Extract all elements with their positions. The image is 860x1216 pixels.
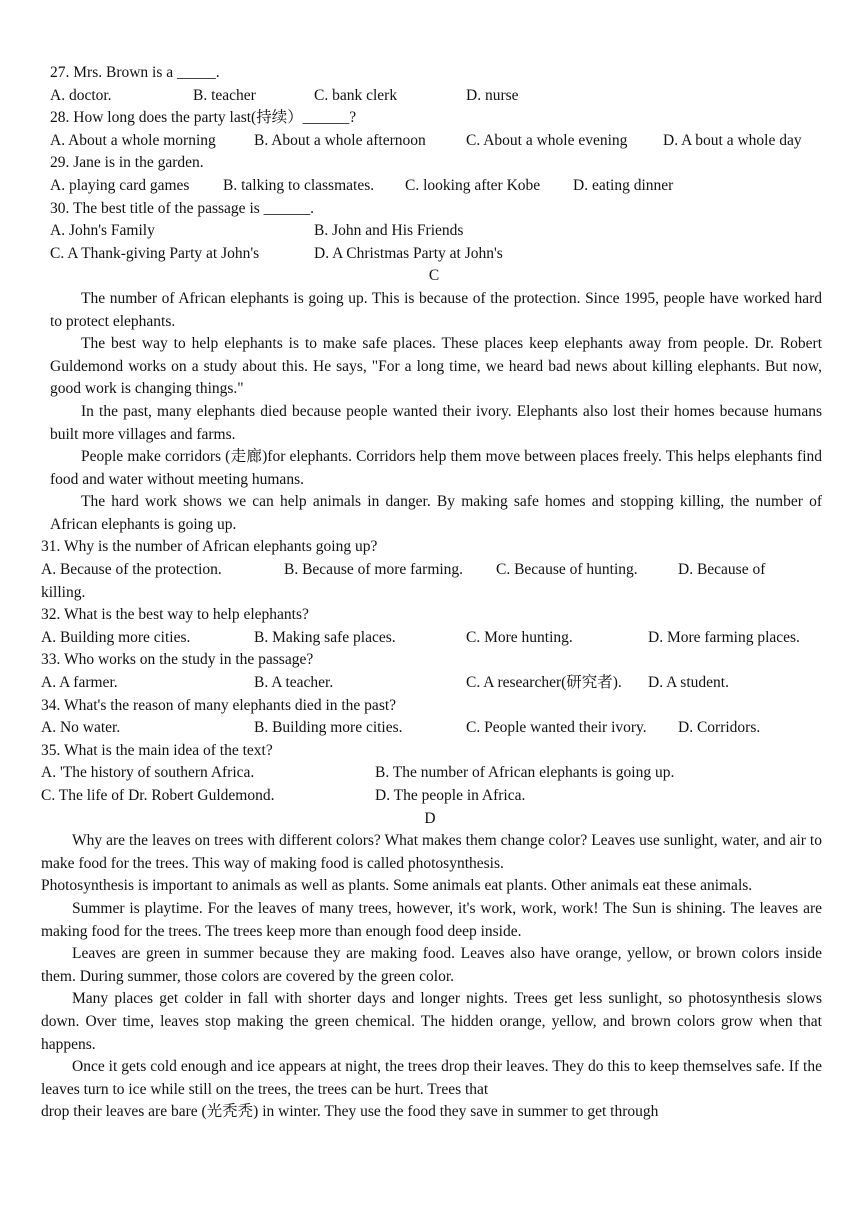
option-c: C. Because of hunting. — [496, 561, 638, 579]
question-28 — [0, 107, 860, 130]
option-b: B. Because of more farming. — [284, 561, 464, 579]
question-29 — [0, 152, 860, 175]
option-d: D. More farming places. — [648, 628, 800, 646]
question-33-stem: 33. Who works on the study in the passage? — [41, 651, 314, 669]
question-34 — [0, 695, 860, 718]
paragraph: Many places get colder in fall with shorter days and longer nights. Trees get less sunlight, so photosynthesis slows down. Over time, leaves stop making the green chemical. The hidden orange, yellow, and brown colors grow when that happens. — [41, 990, 822, 1053]
question-35-stem: 35. What is the main idea of the text? — [41, 741, 273, 759]
paragraph: Leaves are green in summer because they are making food. Leaves also have orange, yellow, or brown colors inside them. During summer, those colors are covered by the green color. — [41, 945, 822, 985]
option-a: A. doctor. — [50, 86, 112, 104]
option-d: D. The people in Africa. — [375, 787, 526, 804]
option-a: A. John's Family — [50, 222, 155, 240]
question-31-options — [0, 559, 860, 582]
question-27-options — [0, 85, 860, 108]
question-33-options — [0, 672, 860, 695]
question-34-stem: 34. What's the reason of many elephants died in the past? — [41, 696, 397, 714]
option-d: D. Because of — [678, 561, 766, 579]
question-30-stem: 30. The best title of the passage is ______. — [50, 199, 315, 217]
question-30-options-row1 — [0, 220, 860, 243]
question-27 — [0, 62, 860, 85]
question-28-options — [0, 130, 860, 153]
paragraph: drop their leaves are bare (光秃秃) in winter. They use the food they save in summer to get through — [41, 1103, 659, 1121]
option-a: A. Because of the protection. — [41, 561, 222, 579]
option-a: A. playing card games — [50, 176, 190, 194]
question-34-options — [0, 717, 860, 740]
option-d: D. nurse — [466, 86, 519, 104]
paragraph: The best way to help elephants is to make safe places. These places keep elephants away from people. Dr. Robert Guldemond works on a study about this. He says, "For a long time, we heard bad news about killing elephants. But now, good work is changing things." — [50, 335, 822, 398]
question-33 — [0, 649, 860, 672]
question-27-stem: 27. Mrs. Brown is a _____. — [50, 64, 220, 81]
option-b: B. A teacher. — [254, 674, 334, 692]
option-c: C. People wanted their ivory. — [466, 719, 647, 737]
option-b: B. Making safe places. — [254, 628, 396, 646]
option-d: D. eating dinner — [573, 176, 674, 194]
paragraph: The hard work shows we can help animals in danger. By making safe homes and stopping killing, the number of African elephants is going up. — [50, 493, 822, 533]
question-29-stem: 29. Jane is in the garden. — [50, 154, 204, 172]
option-d: D. A student. — [648, 674, 729, 692]
question-35 — [0, 740, 860, 763]
question-31 — [0, 536, 860, 559]
section-d-heading: D — [424, 809, 436, 827]
option-b: B. The number of African elephants is going up. — [375, 764, 675, 782]
paragraph: Summer is playtime. For the leaves of many trees, however, it's work, work, work! The Sun is shining. The leaves are making food for the trees. The trees keep more than enough food deep inside. — [41, 899, 822, 940]
question-31-options-cont — [0, 582, 860, 605]
option-b: B. About a whole afternoon — [254, 131, 426, 149]
question-35-options-row1 — [0, 762, 860, 785]
option-b: B. teacher — [193, 86, 256, 104]
option-c: C. looking after Kobe — [405, 176, 541, 194]
paragraph: Once it gets cold enough and ice appears at night, the trees drop their leaves. They do this to keep themselves safe. If the leaves turn to ice while still on the trees, the trees can be hurt. Trees that — [41, 1058, 822, 1098]
question-30 — [0, 198, 860, 221]
option-a: A. About a whole morning — [50, 131, 216, 149]
option-a: A. Building more cities. — [41, 628, 191, 646]
question-31-stem: 31. Why is the number of African elephants going up? — [41, 538, 378, 556]
option-b: B. John and His Friends — [314, 222, 464, 240]
question-30-options-row2 — [0, 243, 860, 266]
option-c: C. A Thank-giving Party at John's — [50, 244, 260, 262]
paragraph: People make corridors (走廊)for elephants. Corridors help them move between places freely. This helps elephants find food and water without meeting humans. — [50, 448, 822, 488]
option-a: A. No water. — [41, 719, 121, 737]
question-32 — [0, 604, 860, 627]
question-28-stem: 28. How long does the party last(持续）______? — [50, 109, 357, 127]
section-c-heading: C — [428, 267, 440, 285]
option-c: C. bank clerk — [314, 86, 398, 104]
section-d-passage — [0, 830, 860, 1124]
option-c: C. A researcher(研究者). — [466, 674, 622, 692]
paragraph: Photosynthesis is important to animals as well as plants. Some animals eat plants. Other animals eat these animals. — [41, 877, 753, 895]
section-c-passage — [0, 288, 860, 537]
option-a: A. A farmer. — [41, 674, 118, 692]
paragraph: In the past, many elephants died because people wanted their ivory. Elephants also lost their homes because humans built more villages and farms. — [50, 402, 822, 443]
option-a: A. 'The history of southern Africa. — [41, 764, 255, 782]
option-d: D. Corridors. — [678, 719, 761, 737]
document-page — [0, 62, 860, 1124]
question-32-options — [0, 627, 860, 650]
option-d: D. A Christmas Party at John's — [314, 244, 503, 262]
paragraph: Why are the leaves on trees with different colors? What makes them change color? Leaves use sunlight, water, and air to make food for the trees. This way of making food is called photosynthesis. — [41, 832, 822, 872]
paragraph: The number of African elephants is going up. This is because of the protection. Since 1995, people have worked hard to protect elephants. — [50, 289, 822, 330]
option-b: B. Building more cities. — [254, 719, 403, 737]
option-c: C. The life of Dr. Robert Guldemond. — [41, 787, 275, 804]
option-c: C. More hunting. — [466, 628, 573, 646]
option-d: D. A bout a whole day — [663, 131, 802, 149]
option-b: B. talking to classmates. — [223, 176, 375, 194]
question-35-options-row2 — [0, 785, 860, 808]
question-29-options — [0, 175, 860, 198]
question-32-stem: 32. What is the best way to help elephants? — [41, 606, 309, 624]
option-c: C. About a whole evening — [466, 131, 628, 149]
option-d-continued: killing. — [41, 583, 86, 601]
